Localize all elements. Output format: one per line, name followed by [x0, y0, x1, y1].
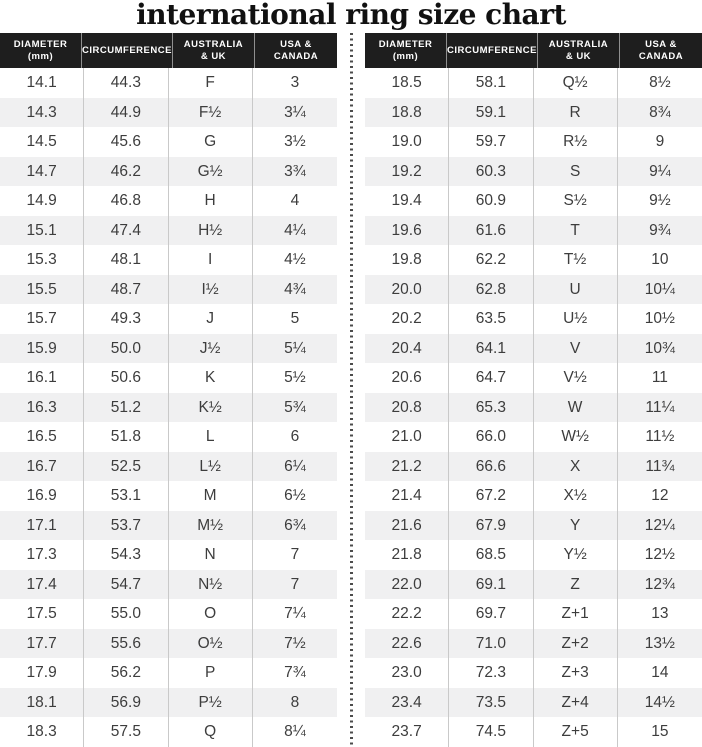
- table-cell: M: [169, 481, 253, 511]
- table-cell: 6: [290, 428, 300, 446]
- table-body: [365, 68, 702, 747]
- table-cell: 44.3: [84, 68, 168, 98]
- table-cell: 8: [290, 693, 300, 711]
- table-cell: 11¾: [645, 457, 675, 475]
- page-title: international ring size chart: [136, 0, 566, 31]
- table-row: [365, 658, 702, 688]
- table-row: [365, 363, 702, 393]
- table-cell: J½: [169, 334, 253, 364]
- table-row: [0, 334, 337, 364]
- table-cell: 51.8: [84, 422, 168, 452]
- table-cell: 12¾: [644, 575, 675, 593]
- table-cell: O: [169, 599, 253, 629]
- table-cell: Q½: [534, 68, 618, 98]
- table-cell: 45.6: [84, 127, 168, 157]
- table-cell: 20.6: [365, 363, 449, 393]
- table-cell: 20.4: [365, 334, 449, 364]
- table-cell: 52.5: [84, 452, 168, 482]
- table-cell: 53.7: [84, 511, 168, 541]
- column-header: CIRCUMFERENCE: [82, 33, 173, 68]
- table-cell: L: [169, 422, 253, 452]
- table-cell: 50.0: [84, 334, 168, 364]
- table-cell: 6¾: [284, 516, 306, 534]
- table-cell: 44.9: [84, 98, 168, 128]
- table-row: [365, 481, 702, 511]
- table-cell: X: [534, 452, 618, 482]
- table-cell: 3¼: [284, 103, 306, 121]
- table-cell: 15.5: [0, 275, 84, 305]
- table-cell: 6½: [284, 487, 306, 505]
- table-row: [0, 481, 337, 511]
- table-cell: Q: [169, 717, 253, 747]
- table-cell: N½: [169, 570, 253, 600]
- table-cell: 67.2: [449, 481, 533, 511]
- table-cell: 5¾: [284, 398, 306, 416]
- table-row: [365, 98, 702, 128]
- table-row: [365, 452, 702, 482]
- table-cell: 48.7: [84, 275, 168, 305]
- table-cell: 8¼: [284, 723, 306, 741]
- table-cell: 22.6: [365, 629, 449, 659]
- table-row: [365, 216, 702, 246]
- table-cell: 17.1: [0, 511, 84, 541]
- table-cell: 7¾: [284, 664, 306, 682]
- table-cell: 21.8: [365, 540, 449, 570]
- table-row: [365, 717, 702, 747]
- table-cell: K½: [169, 393, 253, 423]
- table-row: [365, 304, 702, 334]
- table-cell: 7¼: [284, 605, 306, 623]
- table-cell: 68.5: [449, 540, 533, 570]
- table-cell: 12¼: [644, 516, 675, 534]
- table-cell: 15.3: [0, 245, 84, 275]
- table-cell: 5½: [284, 369, 306, 387]
- table-cell: 20.0: [365, 275, 449, 305]
- table-cell: 14.1: [0, 68, 84, 98]
- table-cell: 8¾: [649, 103, 671, 121]
- column-header: AUSTRALIA & UK: [538, 33, 620, 68]
- table-cell: Z+5: [534, 717, 618, 747]
- table-cell: 16.3: [0, 393, 84, 423]
- table-cell: 16.5: [0, 422, 84, 452]
- table-cell: 4½: [284, 251, 306, 269]
- table-cell: 4¾: [284, 280, 306, 298]
- table-row: [365, 688, 702, 718]
- table-row: [365, 599, 702, 629]
- table-cell: P½: [169, 688, 253, 718]
- table-cell: 10½: [644, 310, 675, 328]
- table-cell: W½: [534, 422, 618, 452]
- table-row: [0, 304, 337, 334]
- table-cell: 11½: [645, 428, 675, 446]
- column-header: CIRCUMFERENCE: [447, 33, 538, 68]
- table-cell: 56.9: [84, 688, 168, 718]
- dotted-divider: [350, 33, 353, 747]
- table-cell: 63.5: [449, 304, 533, 334]
- table-cell: 19.2: [365, 157, 449, 187]
- table-header-row: [365, 33, 702, 68]
- table-row: [365, 422, 702, 452]
- table-cell: W: [534, 393, 618, 423]
- table-row: [0, 570, 337, 600]
- table-cell: 16.9: [0, 481, 84, 511]
- table-cell: 64.1: [449, 334, 533, 364]
- table-cell: 15.1: [0, 216, 84, 246]
- table-row: [0, 658, 337, 688]
- table-cell: 7: [290, 575, 300, 593]
- table-cell: 23.0: [365, 658, 449, 688]
- table-cell: 19.4: [365, 186, 449, 216]
- table-row: [0, 511, 337, 541]
- table-cell: 11¼: [645, 398, 675, 416]
- table-cell: 13: [651, 605, 669, 623]
- table-cell: 14: [651, 664, 669, 682]
- table-cell: 59.7: [449, 127, 533, 157]
- table-row: [365, 540, 702, 570]
- table-cell: 17.5: [0, 599, 84, 629]
- table-row: [365, 157, 702, 187]
- table-cell: 19.0: [365, 127, 449, 157]
- table-cell: 47.4: [84, 216, 168, 246]
- table-cell: 50.6: [84, 363, 168, 393]
- table-cell: 60.9: [449, 186, 533, 216]
- table-row: [365, 275, 702, 305]
- table-cell: 18.5: [365, 68, 449, 98]
- table-cell: 21.4: [365, 481, 449, 511]
- table-row: [0, 599, 337, 629]
- table-cell: Z+2: [534, 629, 618, 659]
- table-cell: 74.5: [449, 717, 533, 747]
- table-cell: 46.2: [84, 157, 168, 187]
- table-cell: Z: [534, 570, 618, 600]
- table-cell: 65.3: [449, 393, 533, 423]
- table-cell: 11: [651, 369, 668, 387]
- column-header: USA & CANADA: [273, 38, 319, 62]
- table-cell: T½: [534, 245, 618, 275]
- table-cell: V½: [534, 363, 618, 393]
- table-cell: G: [169, 127, 253, 157]
- table-cell: 14½: [644, 693, 675, 711]
- table-cell: 22.2: [365, 599, 449, 629]
- table-cell: 12½: [644, 546, 675, 564]
- table-row: [365, 393, 702, 423]
- table-cell: K: [169, 363, 253, 393]
- table-cell: 7: [290, 546, 300, 564]
- table-cell: 3: [290, 74, 300, 91]
- table-row: [365, 186, 702, 216]
- table-body: [0, 68, 337, 747]
- table-row: [0, 393, 337, 423]
- table-row: [0, 540, 337, 570]
- table-cell: R: [534, 98, 618, 128]
- table-cell: Z+4: [534, 688, 618, 718]
- table-cell: 12: [651, 487, 669, 505]
- table-cell: 20.8: [365, 393, 449, 423]
- table-cell: 66.6: [449, 452, 533, 482]
- table-cell: Z+3: [534, 658, 618, 688]
- table-cell: 53.1: [84, 481, 168, 511]
- table-cell: 73.5: [449, 688, 533, 718]
- table-cell: 69.1: [449, 570, 533, 600]
- table-cell: 67.9: [449, 511, 533, 541]
- table-row: [0, 688, 337, 718]
- table-cell: 46.8: [84, 186, 168, 216]
- table-row: [0, 363, 337, 393]
- table-cell: Z+1: [534, 599, 618, 629]
- table-cell: 17.4: [0, 570, 84, 600]
- table-cell: 9¾: [649, 221, 671, 239]
- table-cell: 10: [651, 251, 669, 269]
- table-cell: 21.6: [365, 511, 449, 541]
- table-cell: I½: [169, 275, 253, 305]
- table-row: [0, 717, 337, 747]
- table-row: [365, 511, 702, 541]
- table-cell: N: [169, 540, 253, 570]
- ring-size-table-right: [365, 33, 702, 747]
- table-cell: 69.7: [449, 599, 533, 629]
- table-row: [365, 127, 702, 157]
- table-cell: X½: [534, 481, 618, 511]
- table-cell: 5¼: [284, 339, 306, 357]
- table-cell: F½: [169, 98, 253, 128]
- table-cell: 18.1: [0, 688, 84, 718]
- table-row: [365, 629, 702, 659]
- table-row: [0, 216, 337, 246]
- table-cell: 6¼: [284, 457, 306, 475]
- table-cell: 10¼: [644, 280, 675, 298]
- table-cell: 55.0: [84, 599, 168, 629]
- table-cell: 57.5: [84, 717, 168, 747]
- table-cell: 17.9: [0, 658, 84, 688]
- table-cell: H: [169, 186, 253, 216]
- table-cell: 3½: [284, 133, 306, 151]
- table-row: [0, 68, 337, 98]
- table-cell: 8½: [649, 74, 671, 91]
- table-cell: R½: [534, 127, 618, 157]
- table-cell: 56.2: [84, 658, 168, 688]
- table-cell: 48.1: [84, 245, 168, 275]
- table-cell: 23.4: [365, 688, 449, 718]
- table-cell: 21.0: [365, 422, 449, 452]
- table-cell: 54.7: [84, 570, 168, 600]
- table-cell: 15.9: [0, 334, 84, 364]
- table-row: [365, 68, 702, 98]
- table-cell: 14.7: [0, 157, 84, 187]
- table-cell: U½: [534, 304, 618, 334]
- table-row: [0, 186, 337, 216]
- ring-size-table-left: [0, 33, 337, 747]
- table-cell: 4¼: [284, 221, 306, 239]
- table-cell: 61.6: [449, 216, 533, 246]
- table-cell: 16.1: [0, 363, 84, 393]
- table-cell: Y: [534, 511, 618, 541]
- table-cell: 9: [655, 133, 665, 151]
- table-cell: 18.8: [365, 98, 449, 128]
- table-cell: 10¾: [644, 339, 675, 357]
- column-header: AUSTRALIA & UK: [173, 33, 255, 68]
- table-cell: 62.2: [449, 245, 533, 275]
- table-cell: T: [534, 216, 618, 246]
- table-cell: M½: [169, 511, 253, 541]
- table-cell: L½: [169, 452, 253, 482]
- table-cell: 49.3: [84, 304, 168, 334]
- column-header: DIAMETER (mm): [365, 33, 447, 68]
- column-header: DIAMETER (mm): [0, 33, 82, 68]
- table-cell: U: [534, 275, 618, 305]
- table-cell: 21.2: [365, 452, 449, 482]
- table-cell: G½: [169, 157, 253, 187]
- table-cell: 59.1: [449, 98, 533, 128]
- table-cell: 9¼: [649, 162, 671, 180]
- table-cell: 62.8: [449, 275, 533, 305]
- table-cell: Y½: [534, 540, 618, 570]
- table-cell: O½: [169, 629, 253, 659]
- table-row: [0, 245, 337, 275]
- table-cell: F: [169, 68, 253, 98]
- table-row: [0, 157, 337, 187]
- table-header-row: [0, 33, 337, 68]
- table-cell: 14.9: [0, 186, 84, 216]
- table-cell: 5: [290, 310, 300, 328]
- table-cell: 13½: [644, 634, 675, 652]
- table-cell: 71.0: [449, 629, 533, 659]
- table-row: [0, 275, 337, 305]
- table-cell: 14.3: [0, 98, 84, 128]
- table-row: [365, 245, 702, 275]
- table-row: [0, 98, 337, 128]
- table-cell: 66.0: [449, 422, 533, 452]
- table-cell: 3¾: [284, 162, 306, 180]
- table-cell: 18.3: [0, 717, 84, 747]
- table-cell: 14.5: [0, 127, 84, 157]
- table-cell: 16.7: [0, 452, 84, 482]
- table-cell: H½: [169, 216, 253, 246]
- table-cell: 60.3: [449, 157, 533, 187]
- table-cell: 15: [651, 723, 669, 741]
- table-cell: 20.2: [365, 304, 449, 334]
- table-row: [0, 422, 337, 452]
- table-row: [0, 127, 337, 157]
- table-row: [0, 629, 337, 659]
- table-cell: 22.0: [365, 570, 449, 600]
- table-cell: V: [534, 334, 618, 364]
- table-cell: 17.7: [0, 629, 84, 659]
- table-cell: 64.7: [449, 363, 533, 393]
- table-cell: 7½: [284, 634, 306, 652]
- column-header: USA & CANADA: [638, 38, 684, 62]
- table-cell: 23.7: [365, 717, 449, 747]
- table-cell: S: [534, 157, 618, 187]
- table-row: [0, 452, 337, 482]
- table-cell: 58.1: [449, 68, 533, 98]
- tables-container: [0, 33, 702, 747]
- table-cell: 17.3: [0, 540, 84, 570]
- table-cell: S½: [534, 186, 618, 216]
- table-cell: 19.6: [365, 216, 449, 246]
- table-gap: [337, 33, 365, 747]
- table-cell: 19.8: [365, 245, 449, 275]
- table-cell: 9½: [649, 192, 671, 210]
- table-cell: 72.3: [449, 658, 533, 688]
- table-cell: 15.7: [0, 304, 84, 334]
- table-cell: I: [169, 245, 253, 275]
- table-cell: 51.2: [84, 393, 168, 423]
- table-cell: 4: [290, 192, 300, 210]
- table-cell: 55.6: [84, 629, 168, 659]
- table-cell: J: [169, 304, 253, 334]
- table-cell: P: [169, 658, 253, 688]
- table-row: [365, 334, 702, 364]
- table-cell: 54.3: [84, 540, 168, 570]
- table-row: [365, 570, 702, 600]
